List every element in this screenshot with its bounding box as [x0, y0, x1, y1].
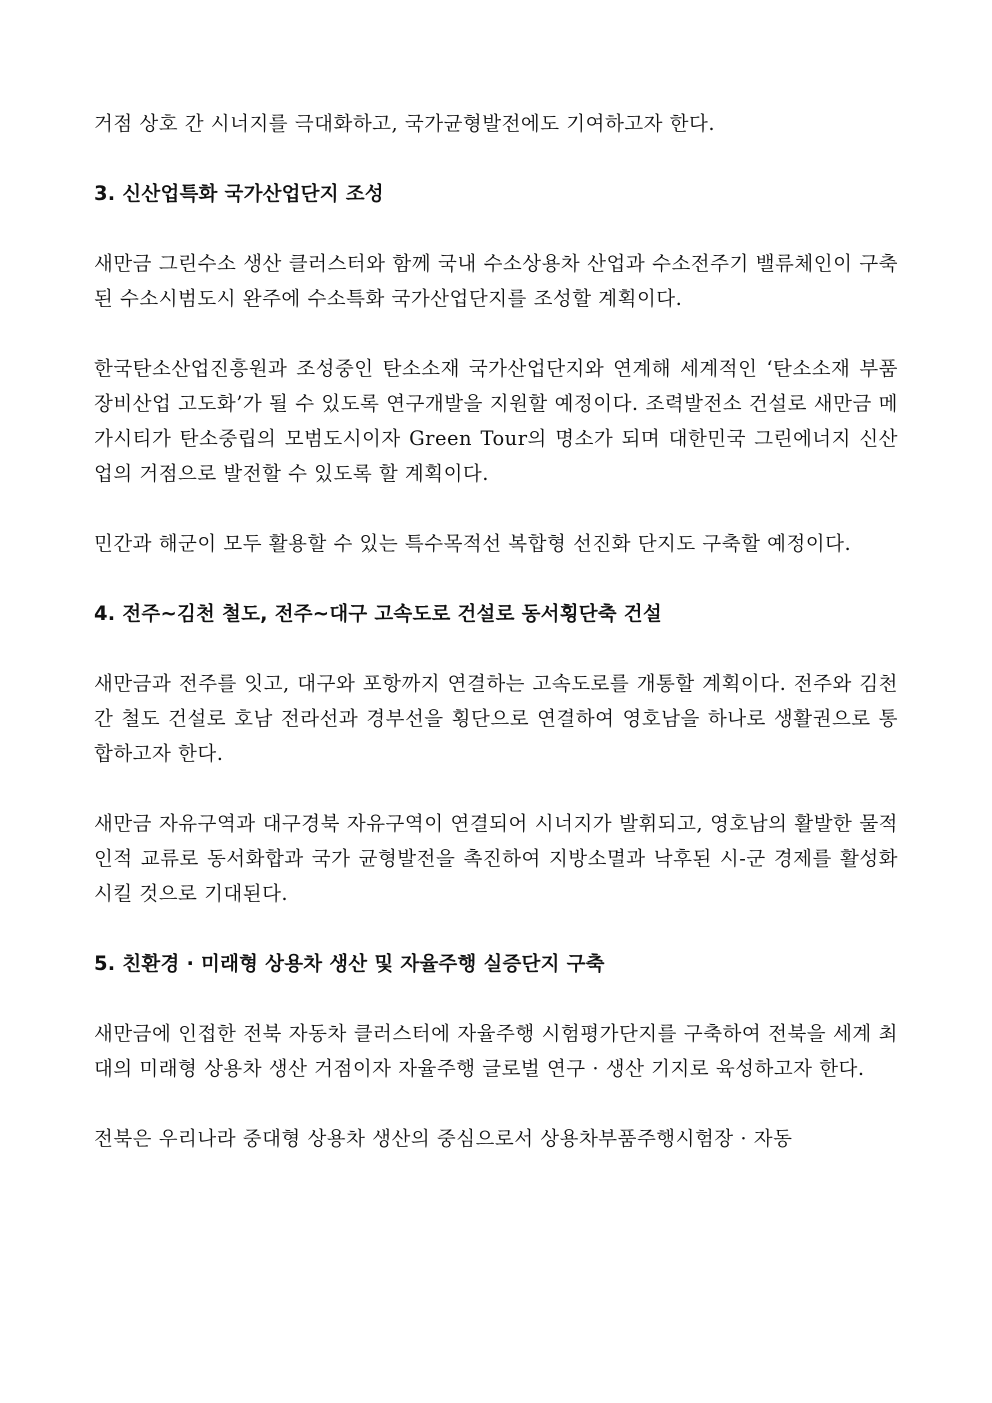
- section-3-paragraph-2: 한국탄소산업진흥원과 조성중인 탄소소재 국가산업단지와 연계해 세계적인 ‘탄소소재 부품장비산업 고도화’가 될 수 있도록 연구개발을 지원할 예정이다. 조력발전소 건설로 새만금 메가시티가 탄소중립의 모범도시이자 Green Tour의 명소가 되며 대한민국 그린에너지 신산업의 거점으로 발전할 수 있도록 할 계획이다.: [94, 357, 898, 485]
- section-3-heading: 3. 신산업특화 국가산업단지 조성: [94, 182, 384, 205]
- section-4-paragraph-1: 새만금과 전주를 잇고, 대구와 포항까지 연결하는 고속도로를 개통할 계획이다. 전주와 김천간 철도 건설로 호남 전라선과 경부선을 횡단으로 연결하여 영호남을 하나로 생활권으로 통합하고자 한다.: [94, 672, 898, 765]
- document-page: [94, 106, 898, 1156]
- section-3-paragraph-3: 민간과 해군이 모두 활용할 수 있는 특수목적선 복합형 선진화 단지도 구축할 예정이다.: [94, 532, 852, 555]
- section-3-paragraph-1: 새만금 그린수소 생산 클러스터와 함께 국내 수소상용차 산업과 수소전주기 밸류체인이 구축된 수소시범도시 완주에 수소특화 국가산업단지를 조성할 계획이다.: [94, 252, 898, 310]
- section-5-heading: 5. 친환경 · 미래형 상용차 생산 및 자율주행 실증단지 구축: [94, 952, 605, 975]
- section-5-paragraph-2: 전북은 우리나라 중대형 상용차 생산의 중심으로서 상용차부품주행시험장 · 자동: [94, 1127, 793, 1150]
- section-5-paragraph-1: 새만금에 인접한 전북 자동차 클러스터에 자율주행 시험평가단지를 구축하여 전북을 세계 최대의 미래형 상용차 생산 거점이자 자율주행 글로벌 연구 · 생산 기지로 육성하고자 한다.: [94, 1022, 898, 1080]
- section-4-paragraph-2: 새만금 자유구역과 대구경북 자유구역이 연결되어 시너지가 발휘되고, 영호남의 활발한 물적 인적 교류로 동서화합과 국가 균형발전을 촉진하여 지방소멸과 낙후된 시-군 경제를 활성화시킬 것으로 기대된다.: [94, 812, 898, 905]
- intro-paragraph: 거점 상호 간 시너지를 극대화하고, 국가균형발전에도 기여하고자 한다.: [94, 112, 716, 135]
- section-4-heading: 4. 전주~김천 철도, 전주~대구 고속도로 건설로 동서횡단축 건설: [94, 602, 662, 625]
